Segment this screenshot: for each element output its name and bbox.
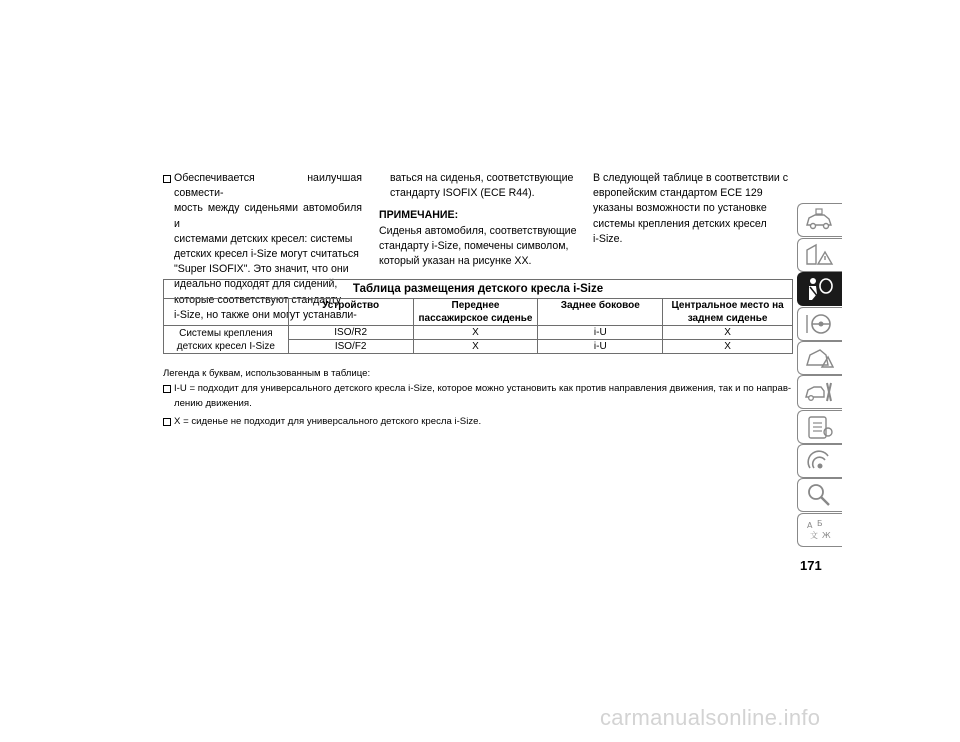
- header-rear-outboard: Заднее боковое: [538, 299, 663, 326]
- tab-emergency[interactable]: [797, 341, 842, 375]
- languages-icon: [804, 517, 834, 543]
- svg-text:文: 文: [810, 531, 818, 540]
- tab-index[interactable]: [797, 478, 842, 512]
- table-cell: i-U: [538, 326, 663, 340]
- bullet-paragraph: Обеспечивается наилучшая совмести- мость между сиденьями автомобиля и системами детских кресел: системы детских кресел i-Size могут считаться "Super ISOFIX". Это значит, что они идеально подходят для сидений, которые соответствуют стандарту i-Size, но также они могут устанавли-: [163, 171, 362, 323]
- dashboard-warning-icon: [804, 242, 834, 268]
- intro-paragraph: В следующей таблице в соответствии с европейским стандартом ECE 129 указаны возможности по установке системы крепления детских кресел i-Size.: [593, 172, 789, 245]
- airbag-seatbelt-icon: [804, 276, 834, 302]
- table-cell: i-U: [538, 340, 663, 354]
- svg-text:A: A: [807, 521, 813, 530]
- tab-car-info[interactable]: [797, 203, 842, 237]
- table-legend: [163, 366, 795, 429]
- svg-text:Б: Б: [817, 519, 823, 528]
- tab-safety[interactable]: [797, 272, 842, 306]
- note-title: ПРИМЕЧАНИЕ:: [379, 209, 459, 222]
- tab-specifications[interactable]: [797, 410, 842, 444]
- bullet-continuation: ваться на сиденья, соответствующие стандарту ISOFIX (ECE R44).: [390, 172, 574, 200]
- car-breakdown-icon: [804, 345, 834, 371]
- tab-multimedia[interactable]: [797, 444, 842, 478]
- table-title: Таблица размещения детского кресла i-Size: [164, 280, 793, 299]
- car-service-icon: [804, 379, 834, 405]
- tab-languages[interactable]: [797, 513, 842, 547]
- svg-text:Ж: Ж: [822, 531, 831, 540]
- watermark: carmanualsonline.info: [600, 705, 821, 730]
- bullet-box-icon: [163, 175, 171, 183]
- legend-intro: Легенда к буквам, использованным в таблице:: [163, 368, 371, 379]
- table-cell: X: [663, 340, 793, 354]
- table-cell: X: [663, 326, 793, 340]
- steering-wheel-icon: [804, 311, 834, 337]
- tab-service[interactable]: [797, 375, 842, 409]
- multimedia-icon: [804, 448, 834, 474]
- table-cell: X: [413, 326, 538, 340]
- table-row: [164, 326, 793, 340]
- search-index-icon: [804, 482, 834, 508]
- header-empty: [164, 299, 289, 326]
- isize-placement-table: [163, 279, 793, 354]
- bullet-box-icon: [163, 385, 171, 393]
- tab-driving[interactable]: [797, 307, 842, 341]
- bullet-box-icon: [163, 418, 171, 426]
- note-text: Сиденья автомобиля, соответствующие стандарту i-Size, помечены символом, который указан на рисунке XX.: [379, 224, 577, 268]
- text-column-3: [593, 171, 792, 247]
- header-front-passenger: Переднее пассажирское сиденье: [413, 299, 538, 326]
- legend-item: I-U = подходит для универсального детского кресла i-Size, которое можно установить как против направления движения, так и по направ- лению движения.: [163, 381, 795, 411]
- header-rear-center: Центральное место на заднем сиденье: [663, 299, 793, 326]
- table-cell: X: [413, 340, 538, 354]
- page-number: 171: [800, 558, 822, 573]
- legend-item: X = сиденье не подходит для универсального детского кресла i-Size.: [163, 414, 795, 429]
- car-info-icon: [804, 207, 834, 233]
- row-label: Системы крепления детских кресел I-Size: [164, 326, 289, 354]
- table-cell: ISO/R2: [288, 326, 413, 340]
- table-cell: ISO/F2: [288, 340, 413, 354]
- header-device: Устройство: [288, 299, 413, 326]
- specifications-list-icon: [804, 414, 834, 440]
- table-header-row: [164, 299, 793, 326]
- text-column-2: [379, 171, 578, 269]
- tab-dashboard[interactable]: [797, 238, 842, 272]
